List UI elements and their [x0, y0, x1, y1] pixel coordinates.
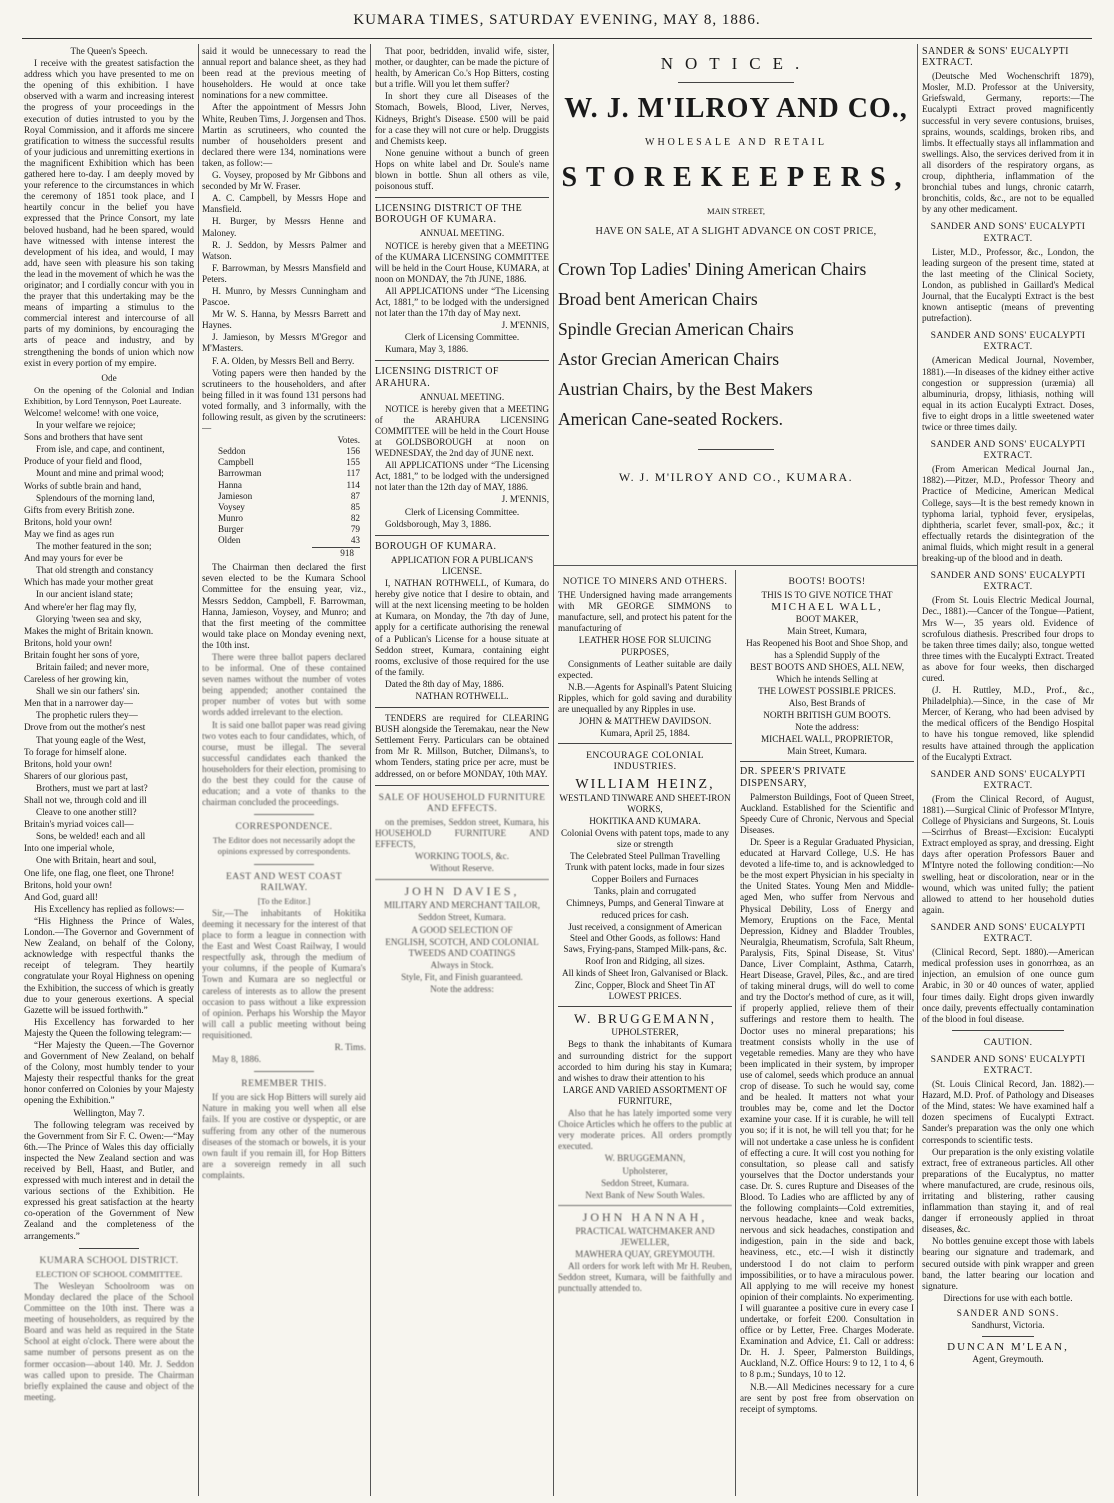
ad-address: Main Street, Kumara.	[787, 746, 867, 757]
letter-to: [To the Editor.]	[257, 895, 311, 906]
divider	[254, 814, 314, 815]
chair-item: American Cane-seated Rockers.	[558, 409, 783, 429]
firm-name: W. J. M'ILROY AND CO.,	[564, 93, 908, 124]
article-body: “Her Majesty the Queen.—The Governor and Government of New Zealand, on behalf of the Colony, most humbly tender to your Majesty their respectful thanks for the great honor conferred on Colonies by your Majesty opening the Exhibition.”	[24, 1039, 194, 1106]
notice-body: All APPLICATIONS under “The Licensing Act, 1881,” to be lodged with the undersigned not later than the 17th day of May next.	[375, 285, 549, 319]
article-body: Voting papers were then handed by the scrutineers to the householders, and after being filled in it was found 131 persons had voted formally, and 3 informally, with the following result, as given by the scrutineers:—	[202, 367, 366, 434]
poem-line: Britain failed; and never more,	[36, 661, 150, 672]
candidate-votes: 79	[350, 523, 360, 534]
notice-subtitle: APPLICATION FOR A PUBLICAN'S LICENSE.	[390, 554, 534, 576]
sale-body: on the premises, Seddon street, Kumara, his HOUSEHOLD FURNITURE AND EFFECTS,	[375, 816, 549, 849]
agent-name: DUNCAN M'LEAN,	[947, 1341, 1069, 1354]
nomination: R. J. Seddon, by Messrs Palmer and Watson.	[202, 239, 366, 261]
article-body: His Excellency has forwarded to her Majesty the Queen the following telegram:—	[24, 1016, 194, 1038]
article-intro: On the opening of the Colonial and Indian Exhibition, by Lord Tennyson, Poet Laureate.	[24, 384, 194, 406]
ad-title: SANDER AND SONS' EUCALYPTI EXTRACT.	[930, 768, 1086, 791]
ad-title: NOTICE TO MINERS AND OTHERS.	[562, 576, 728, 587]
article-subtitle: ELECTION OF SCHOOL COMMITTEE.	[35, 1268, 183, 1279]
ad-body: N.B.—Agents for Aspinall's Patent Sluicing Ripples, which for gold saving and durability are unequalled by any Ripples in use.	[558, 681, 732, 715]
sale-line: HAVE ON SALE, AT A SLIGHT ADVANCE ON COST PRICE,	[595, 226, 877, 237]
ad-name: WILLIAM HEINZ,	[575, 776, 715, 792]
votes-row	[218, 502, 360, 513]
poem-line: Sons, be welded! each and all	[36, 831, 146, 842]
agent-location: Agent, Greymouth.	[972, 1354, 1044, 1365]
ad-signature: MICHAEL WALL, PROPRIETOR,	[760, 734, 894, 745]
article-body: It is said one ballot paper was read giving two votes each to four candidates, which, of course, must be illegal. The several successful candidates each thanked the householders for their election, promising to do the best they could for the cause of education; and a vote of thanks to the chairman concluded the proceedings.	[202, 719, 366, 808]
ad-body: (From St. Louis Electric Medical Journal, Dec., 1881).—Cancer of the Tongue—Patient, Mrs W—, 35 years old. Evidence of scrofulous diathesis. Prescribed four drops to be taken three times daily; also, tongue wetted three times with the Eucalypti Extract. Treated as above for four weeks, then discharged cured.	[922, 595, 1094, 683]
product-item: Chimneys, Pumps, and General Tinware at reduced prices for cash.	[566, 898, 724, 920]
ad-text: A GOOD SELECTION OF	[411, 924, 513, 935]
column-rule	[198, 44, 199, 1496]
ad-body: Palmerston Buildings, Foot of Queen Street, Auckland. Established for the Scientific and Speedy Cure of Chronic, Nervous and Special Diseases.	[740, 791, 914, 835]
poem-line: One life, one flag, one fleet, one Throne!	[24, 867, 175, 878]
ad-body: That poor, bedridden, invalid wife, sister, mother, or daughter, can be made the picture of health, by American Co.'s Hop Bitters, costing but a trifle. Will you let them suffer?	[375, 46, 549, 90]
product-list	[558, 828, 732, 967]
votes-row	[218, 491, 360, 502]
poem-line: And may yours for ever be	[24, 553, 123, 564]
votes-row	[218, 513, 360, 524]
ad-body: (American Medical Journal, November, 1881).—In diseases of the kidney either active congestion or suppression (uræmia) all albuminuria, dropsy, lithiasis, nothing will equal in its action Eucalypti Extract. Doses, five to eight drops in a little sweetened water twice or three times daily.	[922, 355, 1094, 432]
caution-title: CAUTION.	[983, 1036, 1033, 1048]
ad-text: BEST BOOTS AND SHOES, ALL NEW,	[749, 661, 905, 672]
ad-body: N.B.—All Medicines necessary for a cure are sent by post free from observation on receipt of symptoms.	[740, 1381, 914, 1414]
sale-reserve: Without Reserve.	[430, 863, 494, 874]
ad-body: (From American Medical Journal Jan., 1882).—Pitzer, M.D., Professor Theory and Practice of Medicine, American Medical College, says—It is the best remedy known in typhoma larial, typhoid fever, erysipelas, diphtheria, scarlet fever, small-pox, &c.; it effectually retards the disintegration of the animal fluids, which might result in a general breaking-up of the blood and in death.	[922, 464, 1094, 564]
nomination: H. Munro, by Messrs Cunningham and Pascoe.	[202, 285, 366, 308]
poem-line: That young eagle of the West,	[36, 734, 146, 745]
article-body: His Excellency has replied as follows:—	[34, 903, 184, 914]
tender-notice: TENDERS are required for CLEARING BUSH alongside the Teremakau, near the New Settlement Ferry. Particulars can be obtained from Mr R. Millson, Butcher, Dilmans's, to whom Tenders, stating price per acre, must be addressed, on or before MONDAY, 10th MAY.	[375, 713, 549, 779]
product-item: Tanks, plain and corrugated	[594, 886, 696, 897]
chair-item: Broad bent American Chairs	[558, 289, 758, 309]
poem-line: That old strength and constancy	[36, 565, 154, 576]
nomination: Mr W. S. Hanna, by Messrs Barrett and Haynes.	[202, 309, 366, 331]
poem-line: Which has made your mother great	[24, 577, 154, 588]
ad-text: Which he intends Selling at	[776, 673, 878, 684]
ad-location: Sandhurst, Victoria.	[971, 1320, 1045, 1331]
ad-address: Seddon Street, Kumara.	[601, 1177, 689, 1188]
poem-line: And where'er her flag may fly,	[24, 601, 137, 612]
ad-address: Seddon Street, Kumara.	[418, 912, 506, 923]
notice-body: NOTICE is hereby given that a MEETING of the KUMARA LICENSING COMMITTEE will be held in the Court House, KUMARA, at noon on MONDAY, the 7th JUNE, 1886.	[375, 240, 549, 284]
ad-text: Note the address:	[795, 722, 859, 733]
ad-text: Directions for use with each bottle.	[943, 1292, 1073, 1303]
firm-trade: STOREKEEPERS,	[561, 162, 911, 193]
poem-line: Into one imperial whole,	[24, 843, 115, 854]
poem-line: Britain's myriad voices call—	[24, 819, 134, 830]
poem-line: Brothers, must we part at last?	[36, 782, 148, 793]
candidate-votes: 82	[350, 512, 360, 523]
notice-signature: NATHAN ROTHWELL.	[415, 690, 509, 701]
poem-line: One with Britain, heart and soul,	[36, 855, 157, 866]
poem-line: Shall we sin our fathers' sin.	[36, 686, 140, 697]
letter-date: May 8, 1886.	[212, 1054, 261, 1065]
poem-line: Glorying 'tween sea and sky,	[36, 613, 142, 624]
firm-type: WHOLESALE AND RETAIL	[645, 137, 827, 148]
ad-text: Style, Fit, and Finish guaranteed.	[401, 971, 523, 982]
poem-line: Shall not we, through cold and ill	[24, 795, 147, 805]
votes-row	[218, 524, 360, 535]
ad-body: THE Undersigned having made arrangements with MR GEORGE SIMMONS to manufacture, sell, and protect his patent for the manufacturing of	[558, 590, 732, 634]
ad-body: (From the Clinical Record, of August, 1881).—Surgical Clinic of Professor M'Intyre, College of Physicians and Surgeons, St. Louis—Scirrhus of Breast—Excision: Eucalypti Extract employed as spray, and dressing. Eight days after operation Professors Bauer and M'Intyre noted the following condition:—No swelling, heat or discoloration, near or in the wound, which was united fully; the patient allowed to attend to her household duties again.	[922, 793, 1094, 915]
notice-date: Kumara, May 3, 1886.	[385, 344, 469, 355]
candidate-name: Munro	[218, 512, 244, 523]
poem-line: Careless of her growing kin,	[24, 674, 129, 685]
notice-title: LICENSING DISTRICT OF THE BOROUGH OF KUMARA.	[375, 203, 523, 226]
ad-title: SANDER AND SONS' EUCALYPTI EXTRACT.	[930, 221, 1086, 244]
product-item: Just received, a consignment of American Steel and Other Goods, as follows: Hand Saws, Frying-pans, Stamped Milk-pans, &c.	[563, 921, 727, 954]
candidate-votes: 85	[350, 501, 360, 512]
sale-title: SALE OF HOUSEHOLD FURNITURE AND EFFECTS.	[378, 791, 546, 814]
poem-line: Britons, hold your own!	[24, 758, 113, 769]
ad-text: Always in Stock.	[430, 959, 494, 970]
ad-body: (Deutsche Med Wochenschrift 1879), Mosler, M.D. Professor at the University, Griefswald, Germany, reports:—The Eucalypti Extract proved magnificently successful in very severe contusions, bruises, sprains, wounds, scaldings, broken ribs, and limbs. It effectually stays all inflammation and swellings. Also, the services derived from it in all disorders of the respiratory organs, as croup, diphtheria, inflammation of the bronchial tubes and lungs, chronic catarrh, bronchitis, colds, &c., are not to be equalled by any other medicament.	[922, 71, 1094, 215]
candidate-name: Barrowman	[218, 468, 262, 479]
article-body: said it would be unnecessary to read the annual report and balance sheet, as they had been read at the previous meeting of householders. He would at once take nominations for a new committee.	[202, 46, 366, 101]
ad-title: SANDER AND SONS' EUCALYPTI EXTRACT.	[930, 330, 1086, 353]
candidate-votes: 114	[346, 479, 360, 490]
article-title: Ode	[101, 372, 117, 383]
ad-subtitle: BOOT MAKER,	[795, 614, 859, 625]
ad-signature: W. BRUGGEMANN,	[604, 1153, 686, 1164]
column-5	[922, 46, 1094, 1496]
ad-body: None genuine without a bunch of green Hops on white label and Dr. Soule's name blown in bottle. Shun all others as vile, poisonous stuff.	[375, 147, 549, 192]
ad-title: SANDER AND SONS' EUCALYPTI EXTRACT.	[930, 439, 1086, 462]
ad-title: SANDER AND SONS' EUCALYPTI EXTRACT.	[930, 570, 1086, 593]
article-body: The Wesleyan Schoolroom was on Monday declared the place of the School Committee on the 10th inst. There was a meeting of householders, as required by the Board and was held as required in the State School at eight o'clock. There were about the same number of persons present as on the former occasion—about 140. Mr. J. Seddon was called upon to preside. The Chairman briefly explained the cause and object of the meeting.	[24, 1280, 194, 1402]
votes-row	[218, 468, 360, 479]
ad-title: SANDER AND SONS' EUCALYPTI EXTRACT.	[930, 921, 1086, 945]
poem-line: In our ancient island state;	[36, 589, 133, 600]
candidate-votes: 43	[350, 535, 360, 546]
poem-line: Cleave to one another still?	[36, 807, 137, 818]
article-body: The Chairman then declared the first seven elected to be the Kumara School Committee for the ensuing year, viz., Messrs Seddon, Campbell, F. Barrowman, Hanna, Jamieson, Voysey, and Munro; and that the first meeting of the committee would take place on Monday evening next, the 10th inst.	[202, 562, 366, 650]
chair-item: Spindle Grecian American Chairs	[558, 319, 794, 339]
ad-text: Zinc, Copper, Block and Sheet Tin AT LOWEST PRICES.	[574, 980, 716, 1002]
poem-line: In your welfare we rejoice;	[36, 420, 136, 431]
ad-subtitle: WESTLAND TINWARE AND SHEET-IRON WORKS,	[559, 792, 731, 814]
section-rule	[553, 565, 917, 566]
ad-title: BOOTS! BOOTS!	[788, 576, 866, 587]
ad-body: (Clinical Record, Sept. 1880).—American medical profession uses in gonorrhœa, as an injection, an emulsion of one ounce gum Arabic, in 30 or 40 ounces of water, applied four times daily. Eight drops given inwardly once daily, prevents effectually contamination of the blood in foul disease.	[922, 947, 1094, 1024]
ad-text: Has Reopened his Boot and Shoe Shop, and has a Splendid Supply of the	[746, 638, 908, 660]
candidate-votes: 155	[346, 457, 360, 468]
votes-row	[218, 446, 360, 457]
firm-street: MAIN STREET,	[706, 206, 766, 216]
column-rule	[917, 44, 918, 1496]
product-item: Copper Boilers and Furnaces	[591, 874, 699, 885]
sale-items: WORKING TOOLS, &c.	[414, 851, 510, 862]
nomination: F. Barrowman, by Messrs Mansfield and Peters.	[202, 262, 366, 284]
ad-date: Kumara, April 25, 1884.	[600, 728, 690, 739]
notice-heading: NOTICE.	[660, 54, 812, 73]
ad-body: In short they cure all Diseases of the Stomach, Bowels, Blood, Liver, Nerves, Kidneys, Bright's Disease. £500 will be paid for a case they will not cure or help. Druggists and Chemists keep.	[375, 91, 549, 146]
nominations-list	[202, 170, 366, 367]
votes-header: Votes.	[337, 435, 360, 446]
ad-body: (St. Louis Clinical Record, Jan. 1882).—Hazard, M.D. Prof. of Pathology and Diseases of the Mind, states: We have examined half a dozen specimens of Eucalypti Extract. Sander's preparation was the only one which corresponds to scientific tests.	[922, 1079, 1094, 1145]
article-body: The following telegram was received by the Government from Sir F. C. Owen:—“May 6th.—The Prince of Wales this day officially inspected the New Zealand section and was received by Bell, Haast, and Butler, and expressed with much interest and in detail the various sections of the Exhibition. He expressed his great satisfaction at the hearty co-operation of the Government of New Zealand and the completeness of the arrangements.”	[24, 1119, 194, 1241]
column-2	[202, 46, 366, 1496]
article-title: KUMARA SCHOOL DISTRICT.	[39, 1254, 179, 1266]
ad-text: All kinds of Sheet Iron, Galvanised or Black.	[561, 968, 729, 978]
ad-body: Begs to thank the inhabitants of Kumara and surrounding district for the support accorded to him during his stay in Kumara; and wishes to draw their attention to his	[558, 1039, 732, 1083]
ad-body: Consignments of Leather suitable are daily expected.	[558, 658, 732, 680]
notice-signature-title: Clerk of Licensing Committee.	[404, 332, 520, 343]
ad-body: Also that he has lately imported some very Choice Articles which he offers to the public at very moderate prices. All orders promptly executed.	[558, 1108, 732, 1152]
ad-location: HOKITIKA AND KUMARA.	[589, 815, 701, 826]
ad-text: LARGE AND VARIED ASSORTMENT OF FURNITURE,	[562, 1084, 728, 1106]
candidate-name: Burger	[218, 523, 244, 534]
ad-body: If you are sick Hop Bitters will surely aid Nature in making you well when all else fails. If you are costive or dyspeptic, or are suffering from any other of the numerous diseases of the stomach or bowels, it is your own fault if you remain ill, for Hop Bitters are a sovereign remedy in all such complaints.	[202, 1092, 366, 1180]
letter-signature: R. Tims.	[334, 1041, 366, 1052]
article-body: “His Highness the Prince of Wales, London.—The Governor and Government of New Zealand, on behalf of the Colony, acknowledge with respectful thanks the receipt of telegram. They heartily congratulate your Royal Highness on opening the Exhibition, the success of which is greatly due to your generous exertions. A special Gazette will be issued forthwith.”	[24, 915, 194, 1015]
product-item: Colonial Ovens with patent tops, made to any size or strength	[561, 827, 729, 849]
ad-subtitle: MILITARY AND MERCHANT TAILOR,	[383, 900, 541, 911]
notice-signature: J. M'ENNIS,	[501, 494, 549, 505]
votes-row	[218, 457, 360, 468]
poem-line: Splendours of the morning land,	[36, 492, 155, 503]
ad-signature: JOHN & MATTHEW DAVIDSON.	[578, 716, 712, 727]
ad-address: Main Street, Kumara,	[787, 626, 867, 637]
column-1	[24, 46, 194, 1496]
nomination: H. Burger, by Messrs Henne and Maloney.	[202, 216, 366, 238]
ad-title: ENCOURAGE COLONIAL INDUSTRIES.	[586, 750, 704, 773]
ad-body: Lister, M.D., Professor, &c., London, the leading surgeon of the present time, stated at the last meeting of the Clinical Society, London, as published in Gaillard's Medical Journal, that the Eucalypti Extract is the best known antiseptic (means of preventing putrefaction).	[922, 246, 1094, 324]
candidate-name: Olden	[218, 535, 241, 546]
poem-line: Drove from out the mother's nest	[24, 722, 146, 733]
product-item: The Celebrated Steel Pullman Travelling Trunk with patent locks, made in four sizes	[565, 851, 725, 873]
column-rule	[553, 44, 554, 1496]
article-body: I receive with the greatest satisfaction the address which you have presented to me on the opening of this exhibition. I have observed with a warm and increasing interest the progress of your proceedings in the execution of duties intrusted to you by the Royal Commission, and it affords me sincere gratification to witness the successful results of your judicious and unremitting exertions in the magnificent Exhibition which has been gathered here to-day. I am deeply moved by your reference to the circumstances in which the ceremony of 1851 took place, and I heartily concur in the belief you have expressed that the Prince Consort, my late beloved husband, had he been spared, would have witnessed with intense interest the development of his idea, and would, I may add, have seen with pleasure his son taking the lead in the movement of which he was the originator; and I cordially concur with you in the prayer that this undertaking may be the means of imparting a stimulus to the commercial interest and intercourse of all parts of my dominions, by encouraging the arts of peace and industry, and by strengthening the bonds of union which now exist in every portion of my empire.	[24, 58, 194, 368]
ad-title: REMEMBER THIS.	[241, 1078, 327, 1090]
poem-line: Welcome! welcome! with one voice,	[24, 408, 159, 418]
votes-total: 918	[312, 547, 360, 559]
candidate-name: Seddon	[218, 446, 246, 457]
notice-title: LICENSING DISTRICT OF ARAHURA.	[375, 366, 499, 389]
nomination: J. Jamieson, by Messrs M'Gregor and M'Masters.	[202, 332, 366, 354]
ad-body: Dr. Speer is a Regular Graduated Physician, educated at Harvard College, U.S. He has devoted a life-time to, and is acknowledged to be the most expert Physician in his specialty in the United States. Young Men and Middle-aged Men, who suffer from Nervous and Physical Debility, Loss of Energy and Memory, Eruptions on the Face, Mental Depression, Kidney and Bladder Troubles, Neuralgia, Rheumatism, Scrofula, Salt Rheum, Paralysis, Fits, Spinal Disease, St. Vitus' Dance, Liver Complaint, Asthma, Catarrh, Heart Disease, Gravel, Piles, &c., and are tired of taking mineral drugs, will do well to come and try the Doctor's method of cure, as it will, if properly applied, relieve them of their sufferings and restore them to health. The Doctor uses no mineral preparations; his treatment consists wholly in the use of vegetable remedies. Many are they who have been implicated in their system, by improper use of calomel, seeds which produce an annual crop of disease. To such he would say, come and be healed. It matters not what your troubles may be, come and let the Doctor examine your case. If it is curable, he will tell you so; if it is not, he will tell you that; for he will not undertake a case unless he is confident of effecting a cure. It will cost you nothing for consultation, so please call and satisfy yourselves that the Doctor understands your case. Dr. S. cures Rupture and Diseases of the Blood. To Ladies who are afflicted by any of the following complaints—Cold extremities, nervous headache, knee and weak backs, nervous and sick headaches, constipation and indigestion, pain in the side and back, heaviness, etc., etc.—I wish it distinctly understood I do not claim to perform impossibilities, or to have a miraculous power. All applying to me will receive my honest opinion of their complaints. No experimenting. I will guarantee a positive cure in every case I undertake, or forfeit £200. Consultation in office or by Letter, Free. Charges Moderate. Examination and Advice, £1. Call or address: Dr. H. J. Speer, Palmerston Buildings, Auckland, N.Z. Office Hours: 9 to 12, 1 to 4, 6 to 8 p.m.; Sundays, 10 to 12.	[740, 836, 914, 1380]
ad-title: JOHN DAVIES,	[404, 884, 520, 899]
poem-line: Sharers of our glorious past,	[24, 770, 128, 781]
column-rule	[735, 570, 736, 1496]
candidate-votes: 156	[346, 446, 360, 457]
ad-address: Next Bank of New South Wales.	[585, 1189, 705, 1200]
candidate-votes: 87	[350, 490, 360, 501]
notice-date: Goldsborough, May 3, 1886.	[385, 518, 492, 529]
ad-name: MICHAEL WALL,	[771, 601, 883, 614]
notice-signature: J. M'ENNIS,	[501, 320, 549, 331]
poem-line: To forage for himself alone.	[24, 746, 127, 757]
article-body: After the appointment of Messrs John White, Reuben Tims, J. Jorgensen and Thos. Martin as scrutineers, who counted the number of householders present and declared there were 134, nominations were taken, as follow:—	[202, 102, 366, 168]
candidate-name: Voysey	[218, 501, 245, 512]
poem	[24, 408, 194, 903]
editor-note: The Editor does not necessarily adopt the opinions expressed by correspondents.	[212, 835, 356, 857]
masthead: KUMARA TIMES, SATURDAY EVENING, MAY 8, 1886.	[353, 12, 761, 28]
candidate-name: Jamieson	[218, 490, 253, 501]
ad-address: MAWHERA QUAY, GREYMOUTH.	[575, 1249, 715, 1260]
ad-text: THE LOWEST POSSIBLE PRICES.	[758, 685, 896, 696]
chair-item: Crown Top Ladies' Dining American Chairs	[558, 259, 867, 279]
ad-body: No bottles genuine except those with labels bearing our signature and trademark, and secured outside with pink wrapper and green band, the latter bearing our location and signature.	[922, 1236, 1094, 1291]
chair-item: Austrian Chairs, by the Best Makers	[558, 379, 813, 399]
ad-text: THIS IS TO GIVE NOTICE THAT	[761, 590, 893, 601]
mcilroy-advertisement	[558, 50, 914, 562]
notice-date: Dated the 8th day of May, 1886.	[385, 678, 504, 689]
poem-line: Britons, hold your own!	[24, 516, 113, 527]
poem-line: Men that in a narrower day—	[24, 698, 133, 709]
votes-row	[218, 480, 360, 491]
ad-body: Our preparation is the only existing volatile extract, free of extraneous particles. All other preparations of the Eucalyptus, no matter where manufactured, are crude, resinous oils, irritating and blistering, rather causing inflammation than staying it, and of real danger if erroneously applied in throat diseases, &c.	[922, 1146, 1094, 1235]
column-3	[375, 46, 549, 1496]
poem-line: Produce of your field and flood,	[24, 456, 142, 467]
ad-subtitle: PRACTICAL WATCHMAKER AND JEWELLER,	[575, 1225, 715, 1247]
product-item: Roof Iron and Ridging, all sizes.	[585, 955, 705, 966]
notice-body: I, NATHAN ROTHWELL, of Kumara, do hereby give notice that I desire to obtain, and will at the next licensing meeting to be holden at Kumara, on Monday, the 7th day of June, apply for a certificate authorising the renewal of a Publican's License for a house situate at Seddon street, Kumara, containing eight rooms, exclusive of those required for the use of the family.	[375, 578, 549, 677]
poem-line: The prophetic rulers they—	[36, 710, 138, 721]
candidate-votes: 117	[346, 468, 360, 479]
poem-line: Sons and brothers that have sent	[24, 432, 143, 443]
poem-line: From isle, and cape, and continent,	[36, 444, 165, 455]
ad-body: (J. H. Ruttley, M.D., Prof., &c., Philadelphia).—Since, in the case of Mr Mercer, of Kerang, who had been advised by the medical officers of the Bendigo Hospital to have his tongue removed, like splendid results have attained through the application of the Eucalypti Extract.	[922, 685, 1094, 762]
votes-table	[202, 446, 366, 546]
ad-text: Also, Best Brands of	[788, 697, 866, 708]
letter-title: EAST AND WEST COAST RAILWAY.	[225, 870, 343, 893]
poem-line: Mount and mine and primal wood;	[36, 468, 164, 479]
candidate-name: Hanna	[218, 479, 242, 490]
poem-line: Works of subtle brain and hand,	[24, 480, 142, 491]
poem-line: The mother featured in the son;	[36, 541, 152, 552]
article-body: There were three ballot papers declared to be informal. One of these contained seven names without the number of votes being appended; another contained the proper number of votes but with some words added irrelevant to the election.	[202, 651, 366, 718]
letter-body: Sir,—The inhabitants of Hokitika deeming it necessary for the interest of that place to form a league in connection with the East and West Coast Railway, I would respectfully ask, through the medium of your columns, if the people of Kumara's Town and Kumara are so neglectful or careless of interests as to allow the present occasion to pass without a like expression of opinion. Perhaps his Worship the Mayor will call a public meeting without being requisitioned.	[202, 907, 366, 1040]
ad-title: DR. SPEER'S PRIVATE DISPENSARY,	[740, 766, 847, 789]
column-rule	[370, 44, 371, 1496]
column-4b	[740, 576, 914, 1496]
notice-signature-title: Clerk of Licensing Committee.	[404, 506, 520, 517]
ad-body: All orders for work left with Mr H. Reuben, Seddon street, Kumara, will be faithfully and punctually attended to.	[558, 1261, 732, 1294]
divider	[254, 1071, 314, 1072]
poem-line: Britain fought her sons of yore,	[24, 649, 140, 660]
poem-line: May we find as ages run	[24, 528, 115, 539]
poem-line: And God, guard all!	[24, 891, 98, 902]
article-title: The Queen's Speech.	[70, 46, 148, 56]
poem-line: Britons, hold your own!	[24, 637, 113, 648]
firm-footer: W. J. M'ILROY AND CO., KUMARA.	[618, 470, 854, 484]
nomination: G. Voysey, proposed by Mr Gibbons and seconded by Mr W. Fraser.	[202, 170, 366, 192]
ad-subtitle: UPHOLSTERER,	[611, 1027, 679, 1038]
ad-text: Upholsterer,	[622, 1165, 668, 1176]
ad-signature: SANDER AND SONS.	[956, 1307, 1060, 1318]
ad-text: LEATHER HOSE FOR SLUICING PURPOSES,	[578, 635, 712, 657]
poem-line: Makes the might of Britain known.	[24, 625, 154, 636]
chair-item: Astor Grecian American Chairs	[558, 349, 780, 369]
ad-text: NORTH BRITISH GUM BOOTS.	[763, 710, 891, 721]
notice-title: BOROUGH OF KUMARA.	[375, 540, 497, 552]
votes-row	[218, 535, 360, 546]
notice-body: All APPLICATIONS under “The Licensing Act, 1881,” to be lodged with the undersigned not later than the 12th day of MAY, 1886.	[375, 460, 549, 493]
ad-name: JOHN HANNAH,	[582, 1209, 708, 1224]
poem-line: Gifts from every British zone.	[24, 504, 135, 515]
ad-title: SANDER & SONS' EUCALYPTI EXTRACT.	[922, 46, 1069, 69]
masthead-rule	[22, 38, 1092, 39]
chair-list	[558, 259, 914, 429]
ad-text: Note the address:	[430, 984, 494, 995]
notice-subtitle: ANNUAL MEETING.	[419, 391, 505, 402]
ad-title: SANDER AND SONS' EUCALYPTI EXTRACT.	[930, 1053, 1086, 1076]
column-4a	[558, 576, 732, 1496]
poem-line: Britons, hold your own!	[24, 879, 113, 890]
ad-name: W. BRUGGEMANN,	[574, 1011, 716, 1027]
section-title: CORRESPONDENCE.	[235, 821, 333, 833]
ad-text: ENGLISH, SCOTCH, AND COLONIAL TWEEDS AND COATINGS	[385, 936, 539, 958]
dateline: Wellington, May 7.	[73, 1107, 145, 1118]
candidate-name: Campbell	[218, 457, 254, 468]
divider	[79, 1248, 139, 1249]
notice-body: NOTICE is hereby given that a MEETING of the ARAHURA LICENSING COMMITTEE will be held in the Court House at GOLDSBOROUGH at noon on WEDNESDAY, the 2nd day of JUNE next.	[375, 403, 549, 459]
divider	[254, 864, 314, 865]
nomination: F. A. Olden, by Messrs Bell and Berry.	[212, 355, 355, 366]
nomination: A. C. Campbell, by Messrs Hope and Mansfield.	[202, 193, 366, 215]
notice-subtitle: ANNUAL MEETING.	[419, 228, 505, 239]
